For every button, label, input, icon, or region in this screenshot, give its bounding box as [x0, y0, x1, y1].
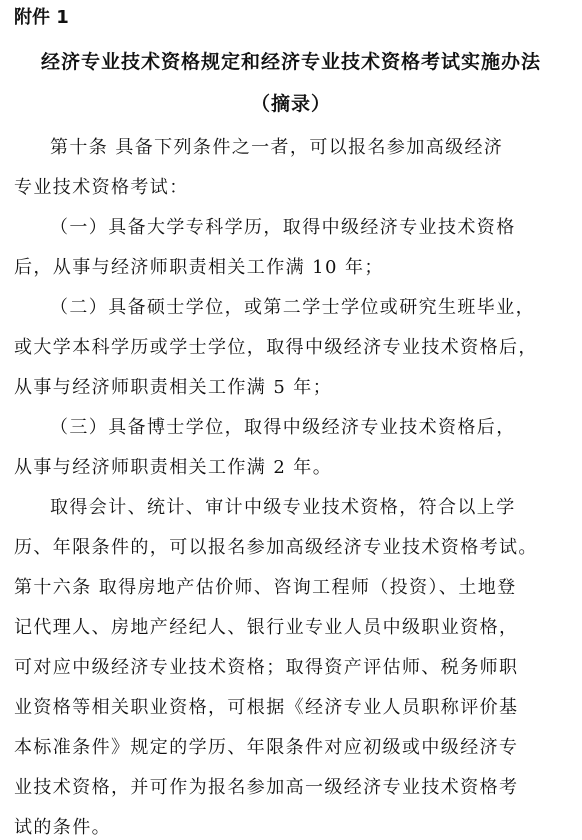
- article-16-cont: 业资格等相关职业资格，可根据《经济专业人员职称评价基: [14, 697, 519, 718]
- extra-provision-cont: 历、年限条件的，可以报名参加高级经济专业技术资格考试。: [14, 537, 538, 558]
- condition-1: （一）具备大学专科学历，取得中级经济专业技术资格: [50, 217, 516, 238]
- condition-3-cont: 从事与经济师职责相关工作满 2 年。: [14, 457, 333, 478]
- attachment-label: 附件 1: [14, 7, 69, 28]
- document-subtitle: （摘录）: [250, 93, 331, 115]
- condition-1-cont: 后，从事与经济师职责相关工作满 10 年；: [14, 257, 384, 278]
- article-10-intro-cont: 专业技术资格考试：: [14, 177, 189, 198]
- article-16-cont: 可对应中级经济专业技术资格；取得资产评估师、税务师职: [14, 657, 519, 678]
- article-16-cont: 记代理人、房地产经纪人、银行业专业人员中级职业资格，: [14, 617, 519, 638]
- condition-2-cont: 或大学本科学历或学士学位，取得中级经济专业技术资格后，: [14, 337, 538, 358]
- article-16-cont: 试的条件。: [14, 817, 111, 838]
- article-10-intro: 第十条 具备下列条件之一者，可以报名参加高级经济: [50, 137, 504, 158]
- article-16: 第十六条 取得房地产估价师、咨询工程师（投资）、土地登: [14, 577, 517, 598]
- article-16-cont: 本标准条件》规定的学历、年限条件对应初级或中级经济专: [14, 737, 519, 758]
- article-16-cont: 业技术资格，并可作为报名参加高一级经济专业技术资格考: [14, 777, 519, 798]
- document-title: 经济专业技术资格规定和经济专业技术资格考试实施办法: [40, 51, 541, 73]
- condition-2-cont: 从事与经济师职责相关工作满 5 年；: [14, 377, 333, 398]
- condition-2: （二）具备硕士学位，或第二学士学位或研究生班毕业，: [50, 297, 535, 318]
- extra-provision: 取得会计、统计、审计中级专业技术资格，符合以上学: [50, 497, 516, 518]
- condition-3: （三）具备博士学位，取得中级经济专业技术资格后，: [50, 417, 516, 438]
